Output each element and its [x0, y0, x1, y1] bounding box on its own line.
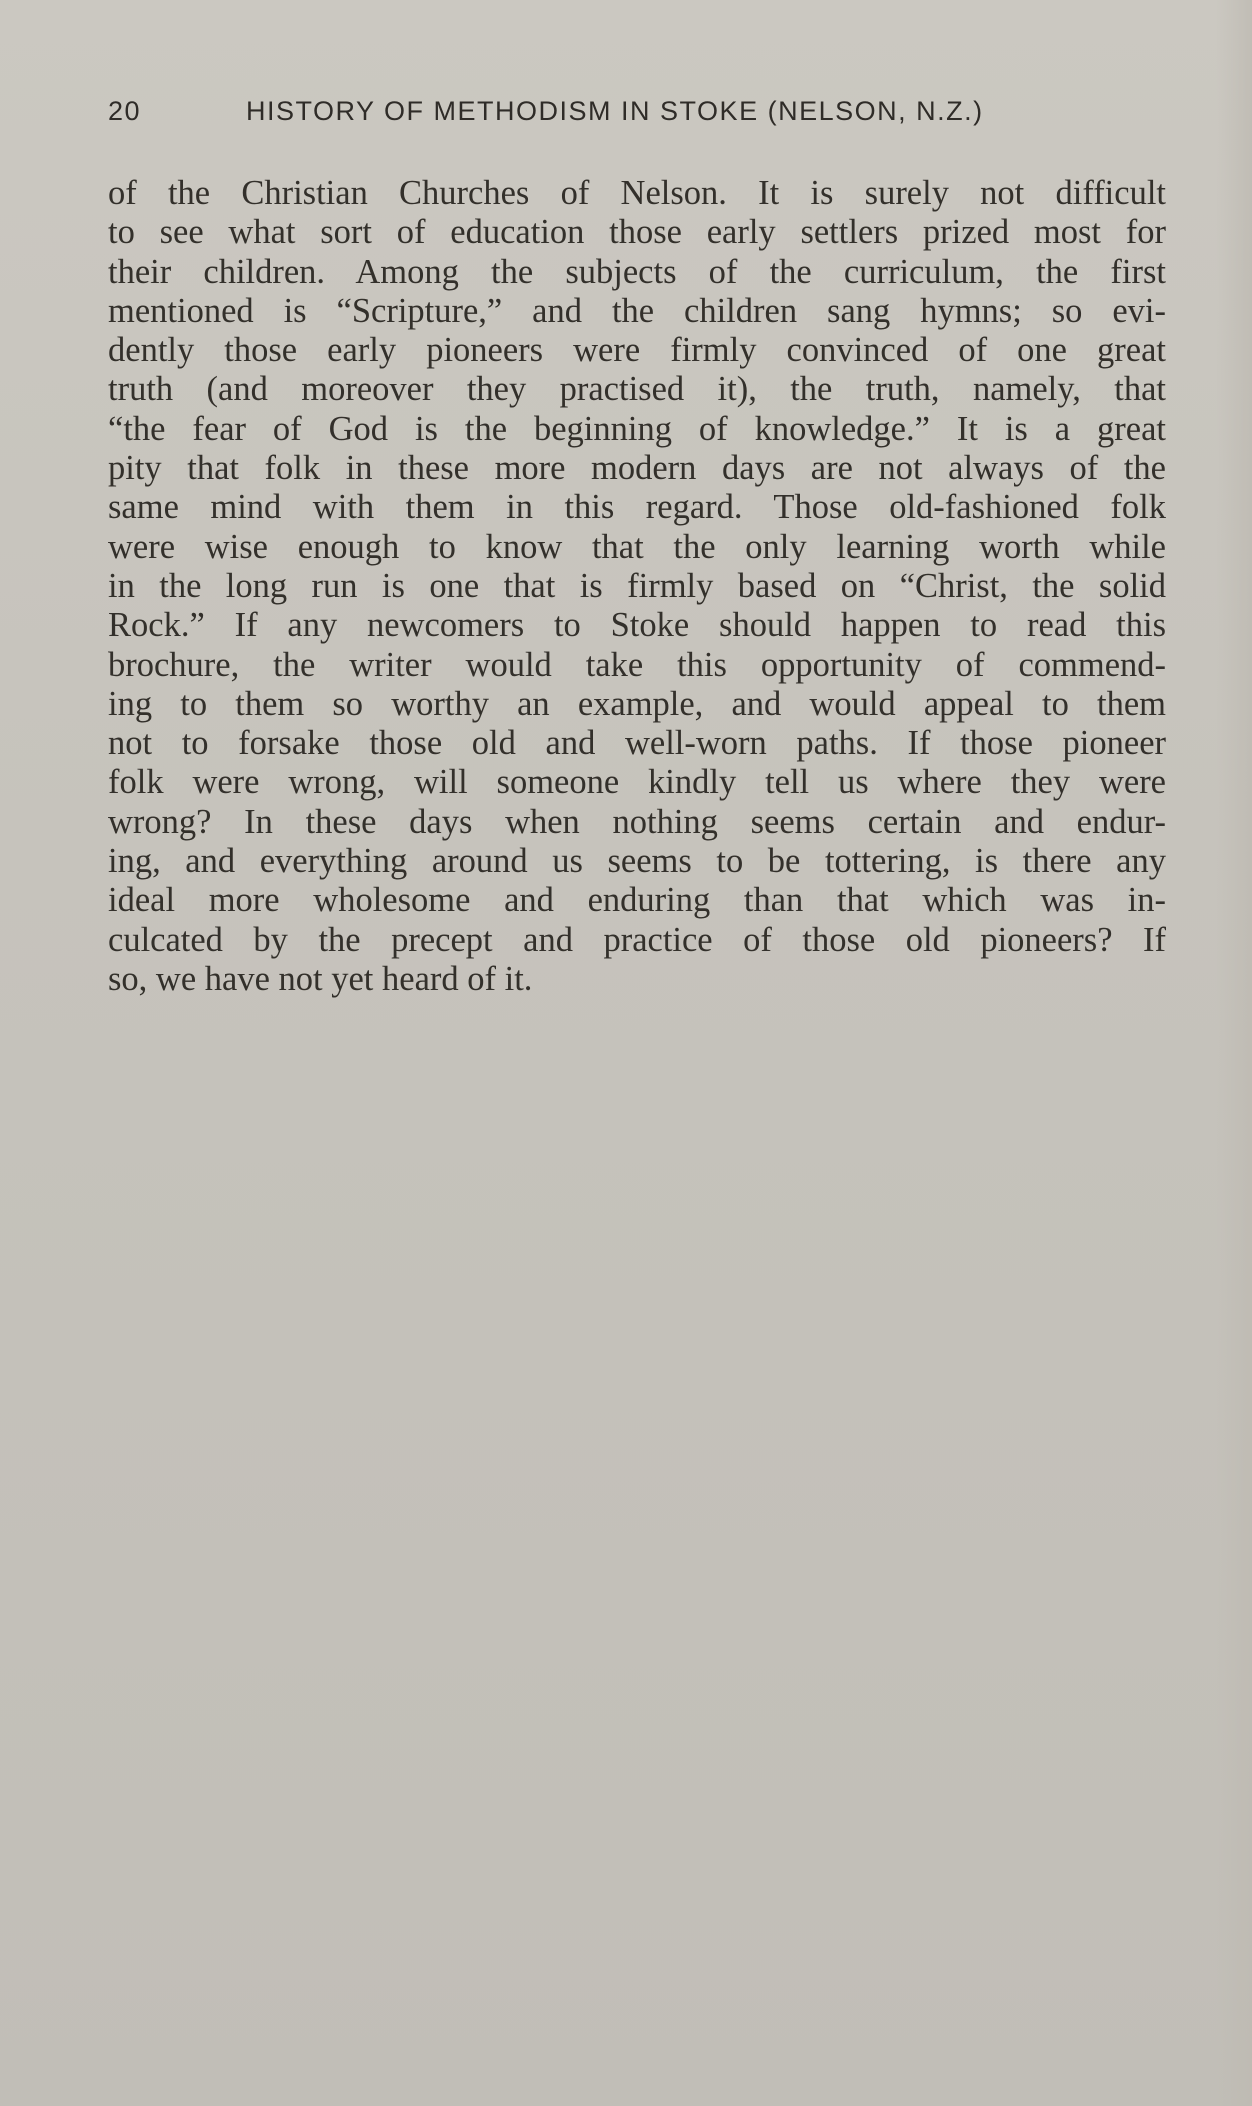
text-line: “the fear of God is the beginning of knowledge.” It is a great — [108, 409, 1166, 448]
text-line: of the Christian Churches of Nelson. It is surely not difficult — [108, 174, 1166, 212]
text-line: ideal more wholesome and enduring than that which was in- — [108, 881, 1166, 920]
page-edge-shadow — [1216, 0, 1252, 2106]
text-line: dently those early pioneers were firmly convinced of one great — [108, 331, 1166, 370]
text-line: ing to them so worthy an example, and would appeal to them — [108, 684, 1166, 723]
page-number: 20 — [108, 96, 142, 126]
running-title: HISTORY OF METHODISM IN STOKE (NELSON, N.Z.) — [246, 96, 984, 126]
running-head — [108, 96, 1168, 136]
text-line: pity that folk in these more modern days are not always of the — [108, 449, 1166, 488]
text-line: their children. Among the subjects of the curriculum, the first — [108, 252, 1166, 291]
text-line: mentioned is “Scripture,” and the children sang hymns; so evi- — [108, 291, 1166, 330]
text-line: in the long run is one that is firmly based on “Christ, the solid — [108, 566, 1166, 605]
text-line: not to forsake those old and well-worn paths. If those pioneer — [108, 724, 1166, 763]
text-line: brochure, the writer would take this opportunity of commend- — [108, 645, 1166, 684]
text-line: truth (and moreover they practised it), the truth, namely, that — [108, 370, 1166, 409]
text-line: same mind with them in this regard. Those old-fashioned folk — [108, 488, 1166, 527]
text-line: folk were wrong, will someone kindly tell us where they were — [108, 763, 1166, 802]
text-line: culcated by the precept and practice of those old pioneers? If — [108, 920, 1166, 959]
text-line: ing, and everything around us seems to be tottering, is there any — [108, 842, 1166, 881]
text-line: to see what sort of education those early settlers prized most for — [108, 213, 1166, 252]
text-line: were wise enough to know that the only learning worth while — [108, 527, 1166, 566]
text-line: wrong? In these days when nothing seems certain and endur- — [108, 802, 1166, 841]
text-line: Rock.” If any newcomers to Stoke should happen to read this — [108, 606, 1166, 645]
body-paragraph — [108, 174, 1166, 999]
text-line: so, we have not yet heard of it. — [108, 959, 533, 998]
